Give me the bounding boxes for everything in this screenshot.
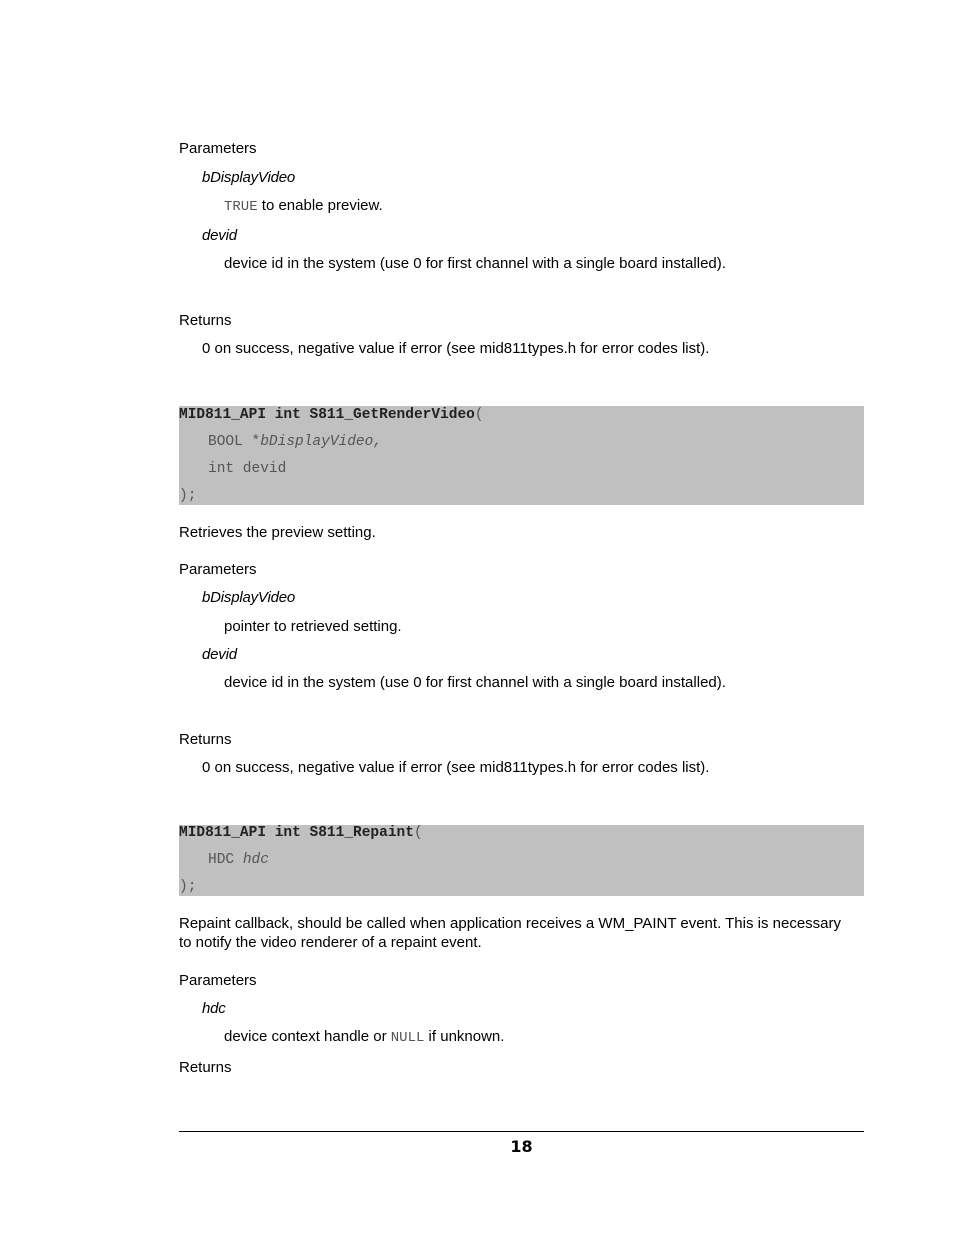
close-paren: );	[179, 488, 197, 504]
returns-description: 0 on success, negative value if error (see mid811types.h for error codes list).	[202, 340, 710, 357]
parameters-heading: Parameters	[179, 561, 257, 578]
function-description: Retrieves the preview setting.	[179, 524, 376, 541]
open-paren: (	[474, 407, 484, 423]
param-description	[224, 197, 383, 216]
code-literal: NULL	[390, 1030, 425, 1046]
param-description-text: if unknown.	[424, 1028, 505, 1045]
open-paren: (	[413, 825, 423, 841]
function-signature: MID811_API int S811_GetRenderVideo	[179, 407, 475, 423]
param-name: devid	[202, 646, 237, 663]
returns-heading: Returns	[179, 1059, 232, 1076]
code-literal: TRUE	[224, 199, 258, 215]
function-declaration	[179, 406, 484, 424]
param-description-text: device context handle or	[224, 1028, 391, 1045]
arg-type: HDC	[208, 852, 243, 868]
function-declaration	[179, 824, 423, 842]
parameters-heading: Parameters	[179, 972, 257, 989]
function-argument	[208, 851, 269, 869]
returns-heading: Returns	[179, 731, 232, 748]
param-description: device id in the system (use 0 for first channel with a single board installed).	[224, 674, 726, 691]
function-description-line: to notify the video renderer of a repaint event.	[179, 934, 482, 951]
returns-description: 0 on success, negative value if error (see mid811types.h for error codes list).	[202, 759, 710, 776]
param-description: device id in the system (use 0 for first channel with a single board installed).	[224, 255, 726, 272]
param-description	[224, 1028, 504, 1047]
param-name: hdc	[202, 1000, 226, 1017]
close-paren: );	[179, 879, 197, 895]
arg-name: hdc	[242, 852, 269, 868]
footer-rule	[179, 1131, 864, 1132]
function-description-line: Repaint callback, should be called when application receives a WM_PAINT event. This is necessary	[179, 915, 841, 932]
function-signature: MID811_API int S811_Repaint	[179, 825, 414, 841]
function-argument: int devid	[208, 461, 287, 477]
param-description-text: to enable preview.	[257, 197, 383, 214]
param-name: bDisplayVideo	[202, 169, 296, 186]
returns-heading: Returns	[179, 312, 232, 329]
arg-name: bDisplayVideo,	[260, 434, 383, 450]
function-argument	[208, 433, 382, 451]
parameters-heading: Parameters	[179, 140, 257, 157]
arg-type: BOOL *	[208, 434, 261, 450]
param-name: devid	[202, 227, 237, 244]
page-number: 18	[510, 1137, 533, 1156]
param-name: bDisplayVideo	[202, 589, 296, 606]
code-block	[179, 406, 864, 505]
code-block	[179, 825, 864, 896]
param-description: pointer to retrieved setting.	[224, 618, 402, 635]
